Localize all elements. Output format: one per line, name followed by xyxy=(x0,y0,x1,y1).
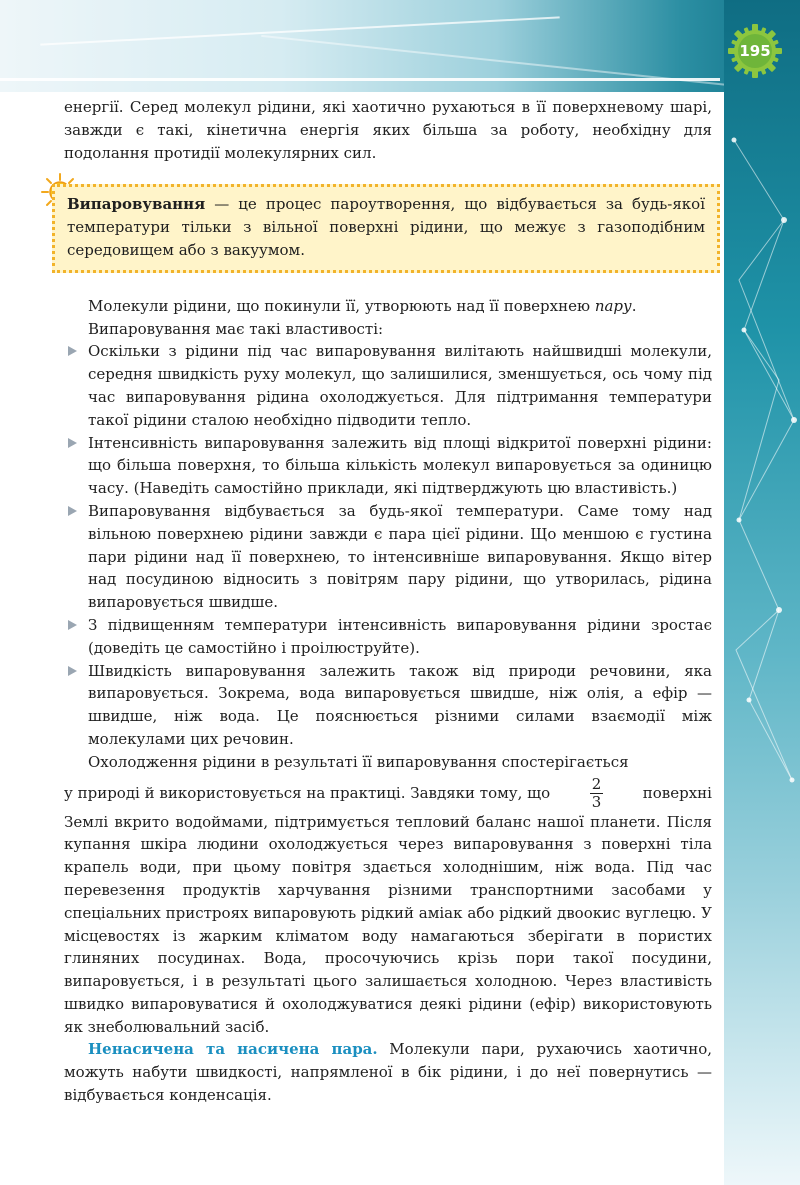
vapor-term: пару xyxy=(594,296,632,315)
vapor-text-after: . xyxy=(631,296,637,315)
list-item xyxy=(64,660,712,751)
list-item xyxy=(64,614,712,660)
fraction xyxy=(590,776,604,811)
cooling-first-line: Охолодження рідини в результаті її випаровування спостерігається xyxy=(88,752,629,771)
vapor-text-before: Молекули рідини, що покинули її, утворюють над її поверхнею xyxy=(88,296,595,315)
cooling-text-after: поверхні xyxy=(642,783,712,802)
list-item xyxy=(64,340,712,431)
page-number: 195 xyxy=(739,42,771,60)
header-decoration xyxy=(0,0,800,92)
definition-box xyxy=(52,184,720,272)
list-item-text: Випаровування відбувається за будь-якої температури. Саме тому над вільною поверхнею рідини завжди є пара цієї рідини. Що меншою є густина пари рідини над її поверхнею, то інтенсивніше випаровування. Якщо вітер над посудиною відносить з повітрям пару рідини, що утворилась, рідина випаровується швидше. xyxy=(88,501,712,612)
cooling-fraction-line xyxy=(64,776,712,811)
bullet-arrow-icon xyxy=(68,346,77,356)
page-content xyxy=(64,96,712,1107)
properties-intro: Випаровування має такі властивості: xyxy=(88,319,384,338)
cooling-paragraph: Землі вкрито водоймами, підтримується тепловий баланс нашої планети. Після купання шкіра людини охолоджується через випаровування з поверхні тіла крапель води, при цьому повітря здається холоднішим, ніж вода. Під час перевезення продуктів харчування різними транспортними засобами у спеціальних пристроях випаровують рідкий аміак або рідкий двоокис вуглецю. У місцевостях із жарким кліматом воду намагаються зберігати в пористих глиняних посудинах. Вода, просочуючись крізь пори такої посудини, випаровується, і в результаті цього залишається холодною. Через властивість швидко випаровуватися й охолоджуватися деякі рідини (ефір) використовують як знеболювальний засіб. xyxy=(64,812,712,1036)
page-number-badge xyxy=(726,22,784,80)
bullet-arrow-icon xyxy=(68,666,77,676)
list-item xyxy=(64,500,712,614)
list-item-text: Оскільки з рідини під час випаровування вилітають найшвидші молекули, середня швидкість руху молекул, що залишилися, зменшується, ось чому під час випаровування рідина охолоджується. Для підтримання температури такої рідини сталою необхідно підводити тепло. xyxy=(88,342,712,429)
definition-text: — це процес пароутворення, що відбувається за будь-якої температури тільки з вільної поверхні рідини, що межує з газоподібним середовищем або з вакуумом. xyxy=(67,195,705,259)
network-pattern xyxy=(724,0,800,1185)
section-paragraph xyxy=(64,1038,712,1106)
list-item-text: З підвищенням температури інтенсивність випаровування рідини зростає (доведіть це самостійно і проілюструйте). xyxy=(88,615,712,657)
bullet-arrow-icon xyxy=(68,438,77,448)
section-text: Молекули пари, рухаючись хаотично, можуть набути швидкості, напрямленої в бік рідини, і до неї повернутись — відбувається конденсація. xyxy=(64,1040,712,1105)
intro-paragraph: енергії. Серед молекул рідини, які хаотично рухаються в її поверхневому шарі, завжди є такі, кінетична енергія яких більша за роботу, необхідну для подолання протидії молекулярних сил. xyxy=(64,98,712,162)
bullet-arrow-icon xyxy=(68,506,77,516)
vapor-paragraph xyxy=(64,295,712,318)
section-heading: Ненасичена та насичена пара. xyxy=(88,1040,378,1059)
list-item-text: Інтенсивність випаровування залежить від площі відкритої поверхні рідини: що більша поверхня, то більша кількість молекул випаровується за одиницю часу. (Наведіть самостійно приклади, які підтверджують цю властивість.) xyxy=(88,433,712,498)
properties-list xyxy=(64,340,712,750)
fraction-denominator: 3 xyxy=(591,792,602,811)
definition-term: Випаровування xyxy=(67,195,206,214)
list-item-text: Швидкість випаровування залежить також від природи речовини, яка випаровується. Зокрема, вода випаровується швидше, ніж олія, а ефір — швидше, ніж вода. Це пояснюється різними силами взаємодії між молекулами цих речовин. xyxy=(88,661,712,748)
list-item xyxy=(64,432,712,500)
fraction-numerator: 2 xyxy=(591,774,602,793)
cooling-text-before: у природі й використовується на практиці. Завдяки тому, що xyxy=(64,783,551,802)
side-decoration xyxy=(724,0,800,1185)
bullet-arrow-icon xyxy=(68,620,77,630)
